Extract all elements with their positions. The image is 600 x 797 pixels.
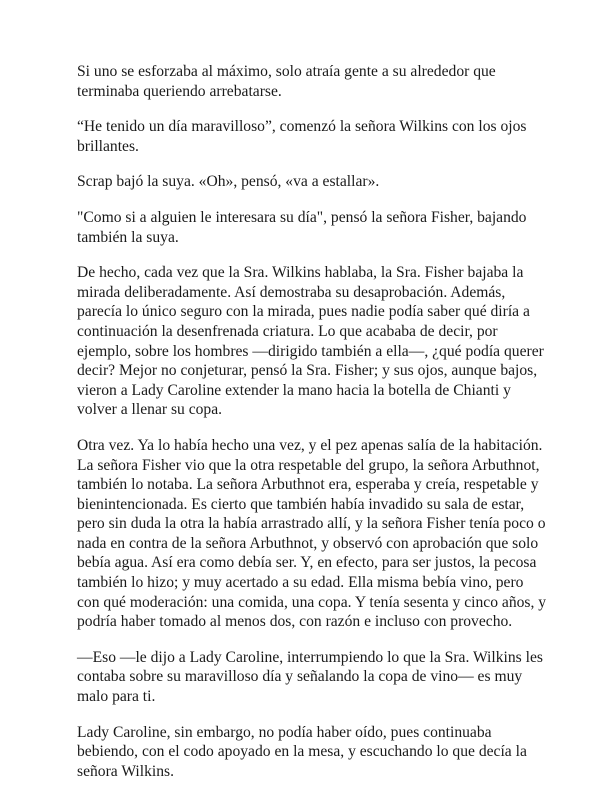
paragraph-7: —Eso —le dijo a Lady Caroline, interrumpiendo lo que la Sra. Wilkins les contaba sobre su maravilloso día y señalando la copa de vino— es muy malo para ti.	[77, 648, 543, 706]
paragraph-2: “He tenido un día maravilloso”, comenzó la señora Wilkins con los ojos brillantes.	[77, 118, 527, 155]
paragraph-8: Lady Caroline, sin embargo, no podía haber oído, pues continuaba bebiendo, con el codo apoyado en la mesa, y escuchando lo que decía la señora Wilkins.	[77, 723, 527, 780]
body-text	[77, 62, 547, 797]
paragraph-6: Otra vez. Ya lo había hecho una vez, y el pez apenas salía de la habitación. La señora Fisher vio que la otra respetable del grupo, la señora Arbuthnot, también lo notaba. La señora Arbuthnot era, esperaba y creía, respetable y bienintencionada. Es cierto que también había invadido su sala de estar, pero sin duda la otra la había arrastrado allí, y la señora Fisher tenía poco o nada en contra de la señora Arbuthnot, y observó con aprobación que solo bebía agua. Así era como debía ser. Y, en efecto, para ser justos, la pecosa también lo hizo; y muy acertado a su edad. Ella misma bebía vino, pero con qué moderación: una comida, una copa. Y tenía sesenta y cinco años, y podría haber tomado al menos dos, con razón e incluso con provecho.	[77, 436, 547, 631]
paragraph-5: De hecho, cada vez que la Sra. Wilkins hablaba, la Sra. Fisher bajaba la mirada deliberadamente. Así demostraba su desaprobación. Además, parecía lo único seguro con la mirada, pues nadie podía saber qué diría a continuación la desenfrenada criatura. Lo que acababa de decir, por ejemplo, sobre los hombres —dirigido también a ella—, ¿qué podía querer decir? Mejor no conjeturar, pensó la Sra. Fisher; y sus ojos, aunque bajos, vieron a Lady Caroline extender la mano hacia la botella de Chianti y volver a llenar su copa.	[77, 264, 544, 419]
paragraph-4: "Como si a alguien le interesara su día", pensó la señora Fisher, bajando también la suya.	[77, 208, 527, 246]
paragraph-3: Scrap bajó la suya. «Oh», pensó, «va a estallar».	[77, 173, 380, 191]
paragraph-1: Si uno se esforzaba al máximo, solo atraía gente a su alrededor que terminaba queriendo arrebatarse.	[77, 63, 496, 100]
